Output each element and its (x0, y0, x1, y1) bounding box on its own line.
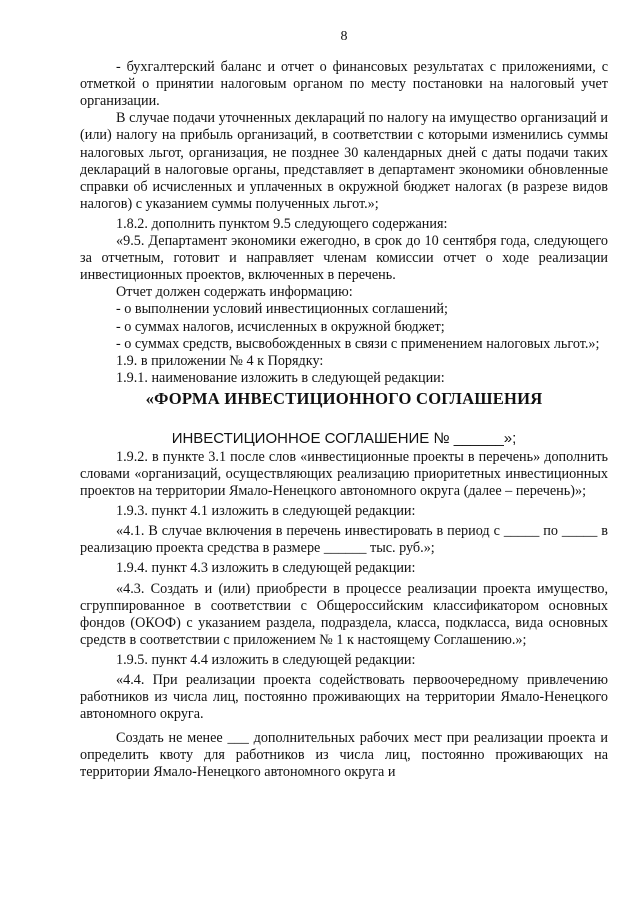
paragraph-item-1-8-2: 1.8.2. дополнить пунктом 9.5 следующего содержания: (116, 215, 448, 232)
paragraph-released-funds: - о суммах средств, высвобожденных в связи с применением налоговых льгот.»; (116, 335, 600, 352)
paragraph-workplaces: Создать не менее ___ дополнительных рабочих мест при реализации проекта и определить квоту для работников из числа лиц, постоянно проживающих на территории Ямало-Ненецкого автономного округа и (80, 730, 608, 781)
paragraph-tax-amounts: - о суммах налогов, исчисленных в окружной бюджет; (116, 318, 445, 335)
paragraph-updated-declarations: В случае подачи уточненных деклараций по налогу на имущество организаций и (или) налогу на прибыль организаций, в соответствии с которыми изменились суммы налоговых льгот, организация, не позднее 30 календарных дней с даты подачи таких деклараций в налоговые органы, представляет в департамент экономики обновленные справки об исчисленных и уплаченных в окружной бюджет налогах (в разрезе видов налогов) с указанием суммы полученных льгот.»; (80, 110, 608, 212)
document-page (80, 28, 608, 782)
paragraph-item-1-9-2: 1.9.2. в пункте 3.1 после слов «инвестиционные проекты в перечень» дополнить словами «организаций, осуществляющих реализацию приоритетных инвестиционных проектов на территории Ямало-Ненецкого автономного округа (далее – перечень)»; (80, 448, 608, 500)
paragraph-balance-sheet: - бухгалтерский баланс и отчет о финансовых результатах с приложениями, с отметкой о принятии налоговым органом по месту постановки на налоговый учет организации. (80, 59, 608, 110)
paragraph-report-content: Отчет должен содержать информацию: (116, 284, 353, 301)
form-heading: «ФОРМА ИНВЕСТИЦИОННОГО СОГЛАШЕНИЯ (145, 388, 543, 408)
paragraph-item-1-9: 1.9. в приложении № 4 к Порядку: (116, 352, 324, 369)
paragraph-item-1-9-3: 1.9.3. пункт 4.1 изложить в следующей редакции: (116, 503, 416, 520)
paragraph-item-4-3: «4.3. Создать и (или) приобрести в процессе реализации проекта имущество, сгруппированное в соответствии с Общероссийским классификатором основных фондов (ОКОФ) с указанием раздела, подраздела, класса, подкласса, вида основных средств в соответствии с приложением № 1 к настоящему Соглашению.»; (80, 580, 608, 648)
paragraph-item-9-5: «9.5. Департамент экономики ежегодно, в срок до 10 сентября года, следующего за отчетным, готовит и направляет членам комиссии отчет о ходе реализации инвестиционных проектов, включенных в перечень. (80, 233, 608, 284)
agreement-title: ИНВЕСТИЦИОННОЕ СОГЛАШЕНИЕ № ______»; (171, 429, 517, 447)
paragraph-item-1-9-5: 1.9.5. пункт 4.4 изложить в следующей редакции: (116, 651, 416, 668)
paragraph-item-1-9-1: 1.9.1. наименование изложить в следующей редакции: (116, 369, 445, 386)
paragraph-item-4-4: «4.4. При реализации проекта содействовать первоочередному привлечению работников из числа лиц, постоянно проживающих на территории Ямало-Ненецкого автономного округа. (80, 672, 608, 723)
paragraph-conditions: - о выполнении условий инвестиционных соглашений; (116, 301, 448, 318)
paragraph-item-4-1: «4.1. В случае включения в перечень инвестировать в период с _____ по _____ в реализацию проекта средства в размере ______ тыс. руб.»; (80, 523, 608, 557)
page-number: 8 (340, 29, 348, 44)
paragraph-item-1-9-4: 1.9.4. пункт 4.3 изложить в следующей редакции: (116, 560, 416, 577)
